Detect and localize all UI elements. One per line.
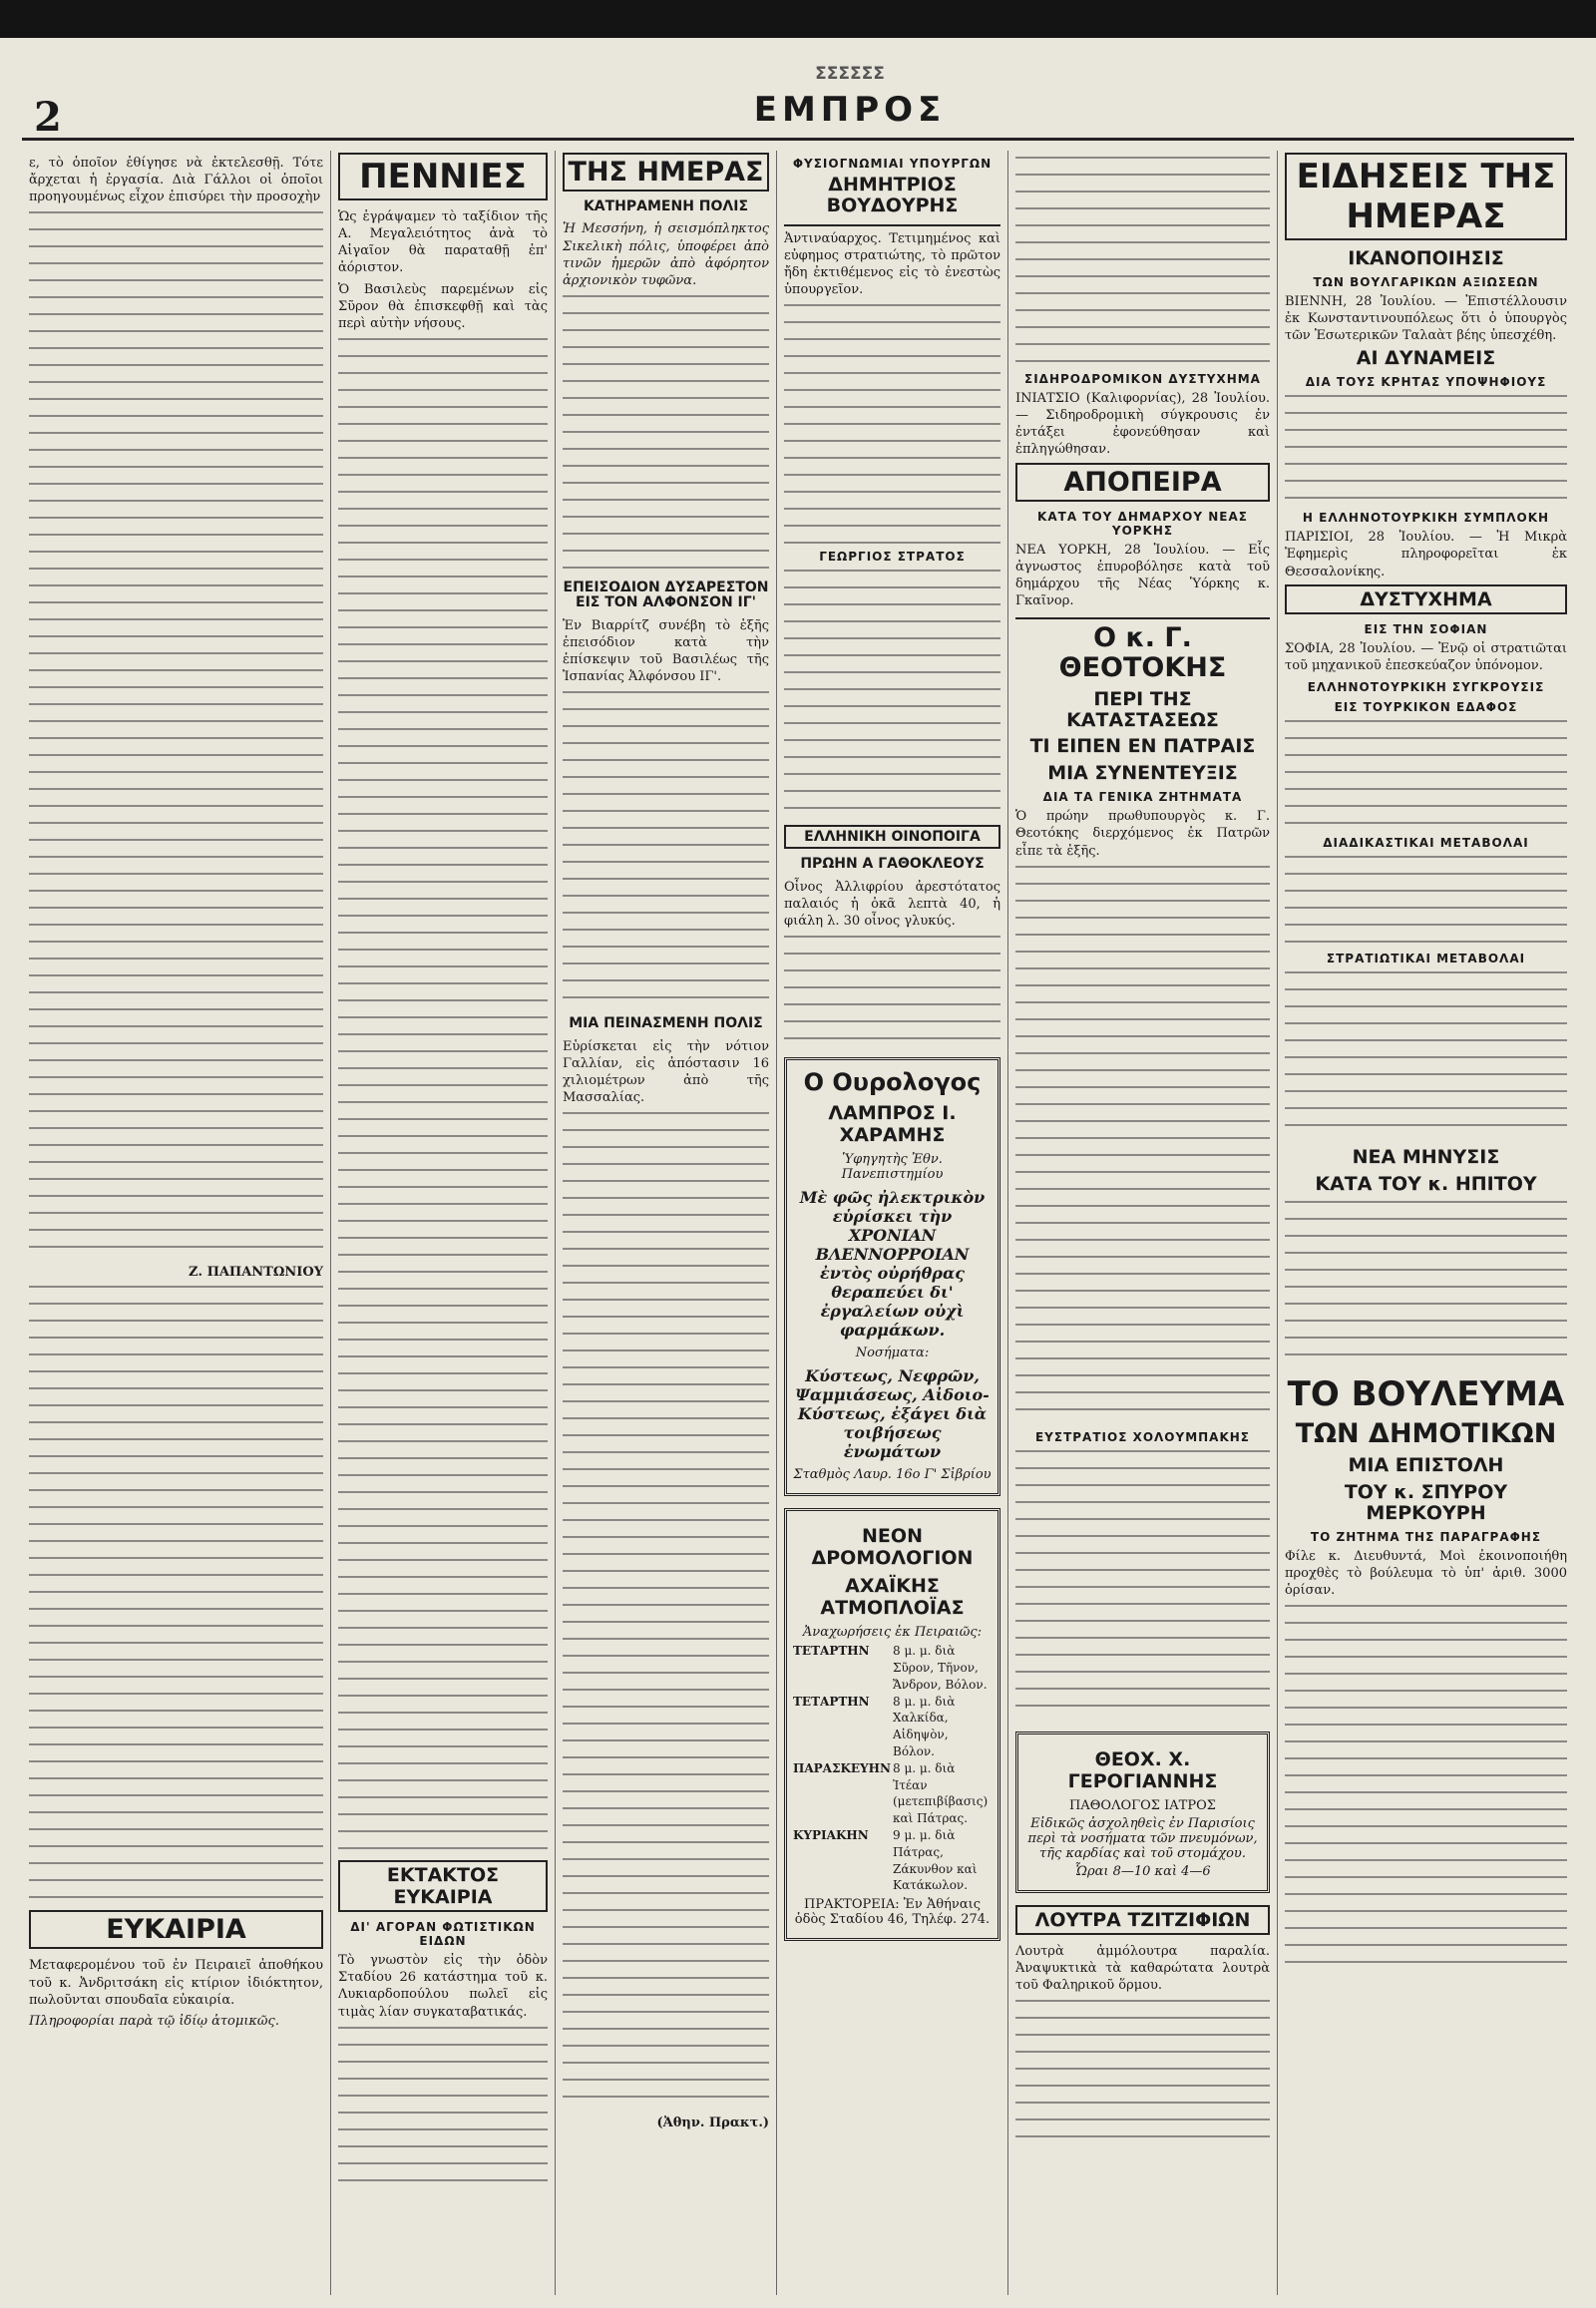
doctor-hours: Ὧραι 8—10 καὶ 4—6: [1074, 1863, 1211, 1879]
loutra-text: Λουτρὰ ἀμμόλουτρα παραλία. Ἀναψυκτικὰ τὰ καθαρώτατα λουτρὰ τοῦ Φαληρικοῦ ὅρμου.: [1015, 1943, 1270, 1993]
ektaktos-subtitle: ΔΙ' ΑΓΟΡΑΝ ΦΩΤΙΣΤΙΚΩΝ ΕΙΔΩΝ: [350, 1920, 536, 1949]
paper-name: ΕΜΠΡΟΣ: [753, 90, 947, 130]
headline-nea-minysis: ΝΕΑ ΜΗΝΥΣΙΣ: [1352, 1146, 1500, 1169]
masthead: [22, 38, 1574, 141]
schedule-text: 8 μ. μ. διὰ Σῦρον, Τῆνον, Ἄνδρον, Βόλον.: [893, 1644, 988, 1692]
headline-vouleuma: ΤΟ ΒΟΥΛΕΥΜΑ: [1287, 1373, 1565, 1414]
text-block: [1015, 1450, 1270, 1720]
text-block: [784, 936, 1000, 1045]
schedule-agency: ΠΡΑΚΤΟΡΕΙΑ: Ἐν Ἀθήναις ὁδὸς Σταδίου 46, Τηλέφ. 274.: [794, 1897, 991, 1928]
section-title-pennies: ΠΕΝΝΙΕΣ: [338, 153, 548, 200]
theotokis-subtitle-1: ΠΕΡΙ ΤΗΣ ΚΑΤΑΣΤΑΣΕΩΣ: [1066, 687, 1219, 731]
ad-address: Σταθμὸς Λαυρ. 16ο Γ' Σἰβρίου: [793, 1467, 992, 1483]
katiramen-text: Ἡ Μεσσήνη, ἡ σεισμόπληκτος Σικελικὴ πόλις, ὑποφέρει ἀπὸ τινῶν ἡμερῶν ἀπὸ ἀφόρητον ἀρχιονικὸν τυφῶνα.: [563, 221, 769, 288]
vouleuma-subtitle-2: ΜΙΑ ΕΠΙΣΤΟΛΗ: [1348, 1453, 1504, 1476]
pennies-p1: Ὡς ἐγράψαμεν τὸ ταξίδιον τῆς Α. Μεγαλειότητος ἀνὰ τὸ Αἰγαῖον θὰ παραταθῇ ἐπ' ἀόριστον.: [338, 209, 548, 276]
text-block: [1015, 866, 1270, 1424]
nea-minysis-subtitle: ΚΑΤΑ ΤΟΥ κ. ΗΠΙΤΟΥ: [1315, 1172, 1537, 1195]
apopeira-subtitle: ΚΑΤΑ ΤΟΥ ΔΗΜΑΡΧΟΥ ΝΕΑΣ ΥΟΡΚΗΣ: [1037, 509, 1248, 538]
vouleuma-kicker: ΤΟ ΖΗΤΗΜΑ ΤΗΣ ΠΑΡΑΓΡΑΦΗΣ: [1310, 1529, 1542, 1544]
text-block: [1285, 1605, 1567, 1964]
oinopoiia-subtitle: ΠΡΩΗΝ Α ΓΑΘΟΚΛΕΟΥΣ: [800, 856, 985, 873]
peinasmeni-text: Εὑρίσκεται εἰς τὴν νότιον Γαλλίαν, εἰς ἀπόστασιν 16 χιλιομέτρων ἀπὸ τῆς Μασσαλίας.: [563, 1038, 769, 1106]
ad-doctor-title: Ὑφηγητὴς Ἐθν. Πανεπιστημίου: [841, 1152, 944, 1183]
schedule-day: ΤΕΤΑΡΤΗΝ: [793, 1644, 870, 1659]
text-block: [29, 211, 323, 1259]
dystyxima-text: ΣΟΦΙΑ, 28 Ἰουλίου. — Ἐνῷ οἱ στρατιῶται τοῦ μηχανικοῦ ἐπεσκεύαζον ὑπόνομον.: [1285, 640, 1567, 673]
ad-title: Ο Ουρολογος: [803, 1068, 982, 1097]
text-block: [29, 1286, 323, 1904]
text-block: [784, 570, 1000, 819]
doctor-text: Εἰδικῶς ἀσχοληθεὶς ἐν Παρισίοις περὶ τὰ νοσήματα τῶν πνευμόνων, τῆς καρδίας καὶ τοῦ στομάχου.: [1027, 1815, 1258, 1861]
top-dark-band: [0, 0, 1596, 38]
kicker-xoloumpakis: ΕΥΣΤΡΑΤΙΟΣ ΧΟΛΟΥΜΠΑΚΗΣ: [1034, 1429, 1251, 1444]
schedule-text: 8 μ. μ. διὰ Ἰτέαν (μετεπιβίβασις) καὶ Πάτρας.: [893, 1760, 989, 1826]
urologist-ad: [784, 1057, 1000, 1496]
theotokis-text: Ὁ πρώην πρωθυπουργὸς κ. Γ. Θεοτόκης διερχόμενος ἐκ Πατρῶν εἶπε τὰ ἑξῆς.: [1015, 809, 1270, 859]
headline-peinasmeni-polis: ΜΙΑ ΠΕΙΝΑΣΜΕΝΗ ΠΟΛΙΣ: [569, 1015, 763, 1032]
section-title-oinopoiia: ΕΛΛΗΝΙΚΗ ΟΙΝΟΠΟΙΓΑ: [784, 825, 1000, 849]
dystyxima-subtitle: ΕΙΣ ΤΗΝ ΣΟΦΙΑΝ: [1364, 621, 1488, 636]
text-block: [563, 691, 769, 1010]
schedule-row: [793, 1760, 992, 1827]
schedule-row: [793, 1694, 992, 1760]
pennies-p2: Ὁ Βασιλεὺς παρεμένων εἰς Σῦρον θὰ ἐπισκεφθῇ καὶ τὰς περὶ αὐτὴν νήσους.: [338, 281, 548, 331]
sidirodromiko-text: ΙΝΙΑΤΣΙΟ (Καλιφορνίας), 28 Ἰουλίου. — Σιδηροδρομικὴ σύγκρουσις ἐν ἐντάξει ἐφονεύθησαν καὶ ἐπληγώθησαν.: [1015, 391, 1270, 458]
schedule-day: ΠΑΡΑΣΚΕΥΗΝ: [793, 1760, 891, 1775]
schedule-subtitle: ΑΧΑΪΚΗΣ ΑΤΜΟΠΛΟΪΑΣ: [820, 1575, 965, 1620]
headline-voudouris: ΔΗΜΗΤΡΙΟΣ ΒΟΥΔΟΥΡΗΣ: [826, 174, 959, 216]
vouleuma-subtitle-1: ΤΩΝ ΔΗΜΟΤΙΚΩΝ: [1295, 1418, 1557, 1450]
ikanopoiisis-text: ΒΙΕΝΝΗ, 28 Ἰουλίου. — Ἐπιστέλλουσιν ἐκ Κωνσταντινουπόλεως ὅτι ὁ ὑπουργὸς τῶν Ἐσωτερικῶν Ταλαὰτ βέης ὑπεσχέθη.: [1285, 293, 1567, 344]
text-block: [1285, 971, 1567, 1141]
ikanopoiisis-subtitle: ΤΩΝ ΒΟΥΛΓΑΡΙΚΩΝ ΑΞΙΩΣΕΩΝ: [1313, 274, 1539, 289]
text-block: [1285, 1201, 1567, 1370]
doctor-ad: [1015, 1731, 1270, 1893]
text-block: [338, 2027, 548, 2186]
source-note: (Ἀθην. Πρακτ.): [656, 2116, 769, 2131]
kicker-fysiognomiai: ΦΥΣΙΟΓΝΩΜΙΑΙ ΥΠΟΥΡΓΩΝ: [792, 157, 993, 171]
text-block: [1285, 395, 1567, 505]
kicker-stratiotikai: ΣΤΡΑΤΙΩΤΙΚΑΙ ΜΕΤΑΒΟΛΑΙ: [1326, 952, 1526, 966]
kicker-diadikastikai: ΔΙΑΔΙΚΑΣΤΙΚΑΙ ΜΕΤΑΒΟΛΑΙ: [1323, 836, 1529, 851]
eukairia-info: Πληροφορίαι παρὰ τῷ ἰδίῳ ἀτομικῶς.: [29, 2013, 279, 2029]
doctor-specialty: ΠΑΘΟΛΟΓΟΣ ΙΑΤΡΟΣ: [1069, 1797, 1216, 1813]
divider: [784, 224, 1000, 226]
symploki-text: ΠΑΡΙΣΙΟΙ, 28 Ἰουλίου. — Ἡ Μικρὰ Ἐφημερὶς πληροφορεῖται ἐκ Θεσσαλονίκης.: [1285, 530, 1567, 579]
schedule-row: [793, 1827, 992, 1894]
text-block: [563, 295, 769, 575]
voudouris-text: Ἀντιναύαρχος. Τετιμημένος καὶ εὐφημος στρατιώτης, τὸ πρῶτον ἤδη ἐκτιθέμενος εἰς τὸ ἐνεστὼς ὑπουργεῖον.: [784, 230, 1000, 298]
column-1: [22, 151, 331, 2295]
schedule-row: [793, 1643, 992, 1693]
theotokis-subtitle-4: ΔΙΑ ΤΑ ΓΕΝΙΚΑ ΖΗΤΗΜΑΤΑ: [1042, 790, 1243, 805]
kicker-sygkrousis: ΕΛΛΗΝΟΤΟΥΡΚΙΚΗ ΣΥΓΚΡΟΥΣΙΣ: [1307, 680, 1545, 695]
section-title-eidiseis: ΕΙΔΗΣΕΙΣ ΤΗΣ ΗΜΕΡΑΣ: [1285, 153, 1567, 240]
headline-alfonsos: ΕΠΕΙΣΟΔΙΟΝ ΔΥΣΑΡΕΣΤΟΝ ΕΙΣ ΤΟΝ ΑΛΦΟΝΣΟΝ ΙΓ': [563, 579, 769, 611]
kicker-stratos: ΓΕΩΡΓΙΟΣ ΣΤΡΑΤΟΣ: [819, 550, 966, 565]
schedule-text: 8 μ. μ. διὰ Χαλκίδα, Αἰδηψὸν, Βόλον.: [893, 1694, 956, 1759]
column-3: [556, 151, 777, 2295]
section-title-eukairia: ΕΥΚΑΙΡΙΑ: [29, 1910, 323, 1949]
ad-main-text: Μὲ φῶς ἠλεκτρικὸν εὑρίσκει τὴν ΧΡΟΝΙΑΝ ΒΛΕΝΝΟΡΡΟΙΑΝ ἐντὸς οὐρήθρας θεραπεύει δι' ἐργαλείων οὐχὶ φαρμάκων.: [799, 1188, 986, 1341]
apopeira-text: ΝΕΑ ΥΟΡΚΗ, 28 Ἰουλίου. — Εἷς ἀγνωστος ἐπυροβόλησε κατὰ τοῦ δημάρχου τῆς Νέας Ὑόρκης κ. Γκαῖνορ.: [1015, 542, 1270, 609]
text-block: [1015, 157, 1270, 366]
text-block: [784, 304, 1000, 544]
dynameis-subtitle: ΔΙΑ ΤΟΥΣ ΚΡΗΤΑΣ ΥΠΟΨΗΦΙΟΥΣ: [1305, 375, 1547, 390]
ektaktos-text: Τὸ γνωστὸν εἰς τὴν ὁδὸν Σταδίου 26 κατάστημα τοῦ κ. Λυκιαρδοπούλου πωλεῖ εἰς τιμὰς λίαν συγκαταβατικάς.: [338, 1953, 548, 2020]
section-title-ektaktos: ΕΚΤΑΚΤΟΣ ΕΥΚΑΙΡΙΑ: [338, 1860, 548, 1912]
headline-theotokis: Ο κ. Γ. ΘΕΟΤΟΚΗΣ: [1058, 622, 1227, 683]
columns: [22, 151, 1574, 2295]
section-title-tis-imeras: ΤΗΣ ΗΜΕΡΑΣ: [563, 153, 769, 192]
text-block: [1285, 856, 1567, 946]
shipping-schedule-ad: [784, 1508, 1000, 1941]
alfonsos-text: Ἐν Βιαρρίτζ συνέβη τὸ ἑξῆς ἐπεισόδιον κατὰ τὴν ἐπίσκεψιν τοῦ Βασιλέως τῆς Ἱσπανίας Ἀλφόνσου ΙΓ'.: [563, 617, 769, 685]
text-block: [338, 338, 548, 1854]
headline-ikanopoiisis: ΙΚΑΝΟΠΟΙΗΣΙΣ: [1348, 247, 1504, 269]
schedule-day: ΤΕΤΑΡΤΗΝ: [793, 1694, 870, 1709]
headline-apopeira: ΑΠΟΠΕΙΡΑ: [1015, 463, 1270, 502]
kicker-sidirodromiko: ΣΙΔΗΡΟΔΡΟΜΙΚΟΝ ΔΥΣΤΥΧΗΜΑ: [1024, 372, 1261, 386]
schedule-intro: Ἀναχωρήσεις ἐκ Πειραιῶς:: [802, 1625, 983, 1641]
schedule-text: 9 μ. μ. διὰ Πάτρας, Ζάκυνθον καὶ Κατάκωλον.: [893, 1828, 978, 1893]
vouleuma-subtitle-3: ΤΟΥ κ. ΣΠΥΡΟΥ ΜΕΡΚΟΥΡΗ: [1344, 1480, 1508, 1524]
ad-diseases: Κύστεως, Νεφρῶν, Ψαμμιάσεως, Αἰδοιο-Κύστεως, ἐξάγει διὰ τοιβήσεως ἐνωμάτων: [795, 1366, 990, 1462]
theotokis-subtitle-2: ΤΙ ΕΙΠΕΝ ΕΝ ΠΑΤΡΑΙΣ: [1029, 735, 1256, 758]
ad-doctor-name: ΛΑΜΠΡΟΣ Ι. ΧΑΡΑΜΗΣ: [828, 1102, 957, 1147]
schedule-title: ΝΕΟΝ ΔΡΟΜΟΛΟΓΙΟΝ: [811, 1525, 974, 1570]
column-1-intro: ε, τὸ ὁποῖον ἐθίγησε νὰ ἐκτελεσθῇ. Τότε ἄρχεται ἡ ἐργασία. Διὰ Γάλλοι οἱ ὁποῖοι προηγουμένως εἶχον ἐπισύρει τὴν προσοχὴν: [29, 156, 323, 205]
page-number: 2: [34, 94, 62, 141]
text-block: [1285, 720, 1567, 830]
text-block: [563, 1112, 769, 2110]
sygkrousis-subtitle: ΕΙΣ ΤΟΥΡΚΙΚΟΝ ΕΔΑΦΟΣ: [1334, 700, 1518, 715]
theotokis-subtitle-3: ΜΙΑ ΣΥΝΕΝΤΕΥΞΙΣ: [1047, 762, 1238, 785]
column-2: [331, 151, 556, 2295]
divider: [1015, 617, 1270, 619]
headline-dystyxima: ΔΥΣΤΥΧΗΜΑ: [1285, 584, 1567, 614]
library-stamp: ΣΣΣΣΣΣ: [815, 64, 885, 84]
article-signature: Ζ. ΠΑΠΑΝΤΩΝΙΟΥ: [189, 1265, 323, 1281]
doctor-name: ΘΕΟΧ. Χ. ΓΕΡΟΓΙΑΝΝΗΣ: [1067, 1747, 1218, 1792]
column-5: [1008, 151, 1278, 2295]
column-4: [777, 151, 1008, 2295]
headline-loutra: ΛΟΥΤΡΑ ΤΖΙΤΖΙΦΙΩΝ: [1015, 1905, 1270, 1935]
column-6: [1278, 151, 1574, 2295]
vouleuma-text: Φίλε κ. Διευθυντά, Μοὶ ἐκοινοποιήθη προχθὲς τὸ βούλευμα τὸ ὑπ' ἀριθ. 3000 ὁρίσαν.: [1285, 1548, 1567, 1598]
ad-diseases-label: Νοσήματα:: [855, 1346, 930, 1361]
schedule-day: ΚΥΡΙΑΚΗΝ: [793, 1828, 869, 1843]
headline-katiramen-polis: ΚΑΤΗΡΑΜΕΝΗ ΠΟΛΙΣ: [583, 198, 749, 214]
headline-dynameis: ΑΙ ΔΥΝΑΜΕΙΣ: [1356, 347, 1496, 370]
eukairia-text: Μεταφερομένου τοῦ ἐν Πειραιεῖ ἀποθήκου τοῦ κ. Ἀνδριτσάκη εἰς κτίριον ἰδιόκτητον, πωλοῦνται σπουδαῖα εὐκαιρία.: [29, 1958, 323, 2008]
oinopoiia-text: Οἶνος Ἀλλιφρίου ἀρεστότατος παλαιός ἡ ὀκᾶ λεπτὰ 40, ἡ φιάλη λ. 30 οἶνος γλυκύς.: [784, 879, 1000, 930]
text-block: [1015, 2000, 1270, 2139]
kicker-symploki: Η ΕΛΛΗΝΟΤΟΥΡΚΙΚΗ ΣΥΜΠΛΟΚΗ: [1302, 511, 1550, 526]
